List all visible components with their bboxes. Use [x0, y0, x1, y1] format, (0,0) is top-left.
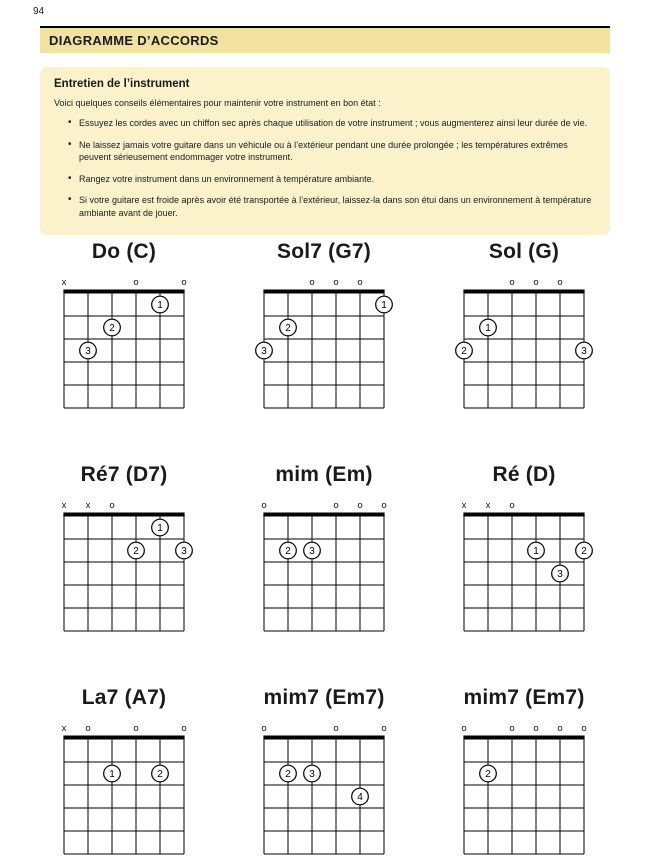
finger-number: 2 [581, 546, 587, 557]
chord-name: Ré7 (D7) [80, 463, 168, 486]
chord-name: Ré (D) [492, 463, 556, 486]
finger-number: 1 [533, 546, 539, 557]
finger-number: 1 [157, 300, 163, 311]
finger-number: 4 [357, 792, 363, 803]
chord-fretboard [450, 273, 598, 415]
finger-number: 3 [181, 546, 187, 557]
finger-number: 2 [285, 769, 291, 780]
nut [463, 513, 584, 517]
chord-fretboard [250, 719, 398, 861]
chord-diagram [50, 686, 198, 861]
chords-grid [24, 240, 624, 861]
open-string-marker: o [509, 500, 515, 511]
finger-number: 2 [133, 546, 139, 557]
chord-diagram [450, 240, 598, 415]
care-bullet: • Essuyez les cordes avec un chiffon sec après chaque utilisation de votre instrument ; vous augmenterez ainsi leur durée de vie. [68, 117, 594, 130]
finger-number: 3 [581, 346, 587, 357]
chord-name: mim7 (Em7) [463, 686, 585, 709]
chord-diagram [250, 240, 398, 415]
muted-string-marker: x [85, 500, 91, 511]
open-string-marker: o [557, 277, 563, 288]
open-string-marker: o [509, 277, 515, 288]
open-string-marker: o [309, 277, 315, 288]
open-string-marker: o [333, 277, 339, 288]
nut [63, 736, 184, 740]
finger-number: 1 [157, 523, 163, 534]
muted-string-marker: x [485, 500, 491, 511]
open-string-marker: o [357, 500, 363, 511]
care-box [40, 67, 610, 235]
finger-number: 1 [109, 769, 115, 780]
open-string-marker: o [357, 277, 363, 288]
chord-name: mim7 (Em7) [263, 686, 385, 709]
muted-string-marker: x [461, 500, 467, 511]
chord-diagram [250, 463, 398, 638]
chord-fretboard [450, 719, 598, 861]
open-string-marker: o [533, 277, 539, 288]
chord-name: Do (C) [91, 240, 157, 263]
finger-number: 3 [85, 346, 91, 357]
open-string-marker: o [133, 723, 139, 734]
finger-number: 3 [557, 569, 563, 580]
open-string-marker: o [133, 277, 139, 288]
finger-number: 2 [285, 323, 291, 334]
care-box-title: Entretien de l’instrument [54, 78, 190, 90]
open-string-marker: o [333, 723, 339, 734]
finger-number: 2 [157, 769, 163, 780]
chord-name: Sol (G) [488, 240, 560, 263]
finger-number: 3 [261, 346, 267, 357]
open-string-marker: o [461, 723, 467, 734]
care-bullet: • Ne laissez jamais votre guitare dans un véhicule ou à l’extérieur pendant une durée prolongée ; les températures extrêmes peuvent sérieusement endommager votre instrument. [68, 139, 594, 164]
nut [263, 736, 384, 740]
chord-fretboard [450, 496, 598, 638]
chord-diagram [450, 686, 598, 861]
open-string-marker: o [109, 500, 115, 511]
care-bullet: • Rangez votre instrument dans un environnement à température ambiante. [68, 173, 594, 186]
nut [263, 513, 384, 517]
open-string-marker: o [261, 723, 267, 734]
nut [463, 290, 584, 294]
finger-number: 1 [485, 323, 491, 334]
chord-diagram [50, 240, 198, 415]
chord-diagram [450, 463, 598, 638]
open-string-marker: o [181, 723, 187, 734]
section-header [40, 26, 610, 53]
finger-number: 2 [285, 546, 291, 557]
open-string-marker: o [557, 723, 563, 734]
open-string-marker: o [581, 723, 587, 734]
chord-name: Sol7 (G7) [277, 240, 371, 263]
finger-number: 2 [485, 769, 491, 780]
open-string-marker: o [181, 277, 187, 288]
section-header-title: DIAGRAMME D’ACCORDS [49, 33, 219, 48]
chord-fretboard [50, 496, 198, 638]
open-string-marker: o [381, 723, 387, 734]
open-string-marker: o [85, 723, 91, 734]
muted-string-marker: x [61, 723, 67, 734]
care-box-intro: Voici quelques conseils élémentaires pour maintenir votre instrument en bon état : [54, 98, 381, 108]
finger-number: 3 [309, 546, 315, 557]
care-bullet-list [54, 117, 594, 220]
finger-number: 1 [381, 300, 387, 311]
care-bullet: • Si votre guitare est froide après avoir été transportée à l’extérieur, laissez-la dans son étui dans un environnement à température ambiante avant de jouer. [68, 194, 594, 219]
open-string-marker: o [509, 723, 515, 734]
muted-string-marker: x [61, 277, 67, 288]
chord-name: mim (Em) [275, 463, 373, 486]
chord-fretboard [50, 273, 198, 415]
open-string-marker: o [261, 500, 267, 511]
finger-number: 2 [109, 323, 115, 334]
chord-diagram [250, 686, 398, 861]
nut [63, 290, 184, 294]
open-string-marker: o [333, 500, 339, 511]
page-number: 94 [33, 6, 45, 17]
open-string-marker: o [381, 500, 387, 511]
nut [63, 513, 184, 517]
chord-fretboard [50, 719, 198, 861]
nut [463, 736, 584, 740]
chord-fretboard [250, 273, 398, 415]
chord-name: La7 (A7) [81, 686, 167, 709]
chord-diagram [50, 463, 198, 638]
chord-fretboard [250, 496, 398, 638]
open-string-marker: o [533, 723, 539, 734]
finger-number: 2 [461, 346, 467, 357]
finger-number: 3 [309, 769, 315, 780]
muted-string-marker: x [61, 500, 67, 511]
nut [263, 290, 384, 294]
